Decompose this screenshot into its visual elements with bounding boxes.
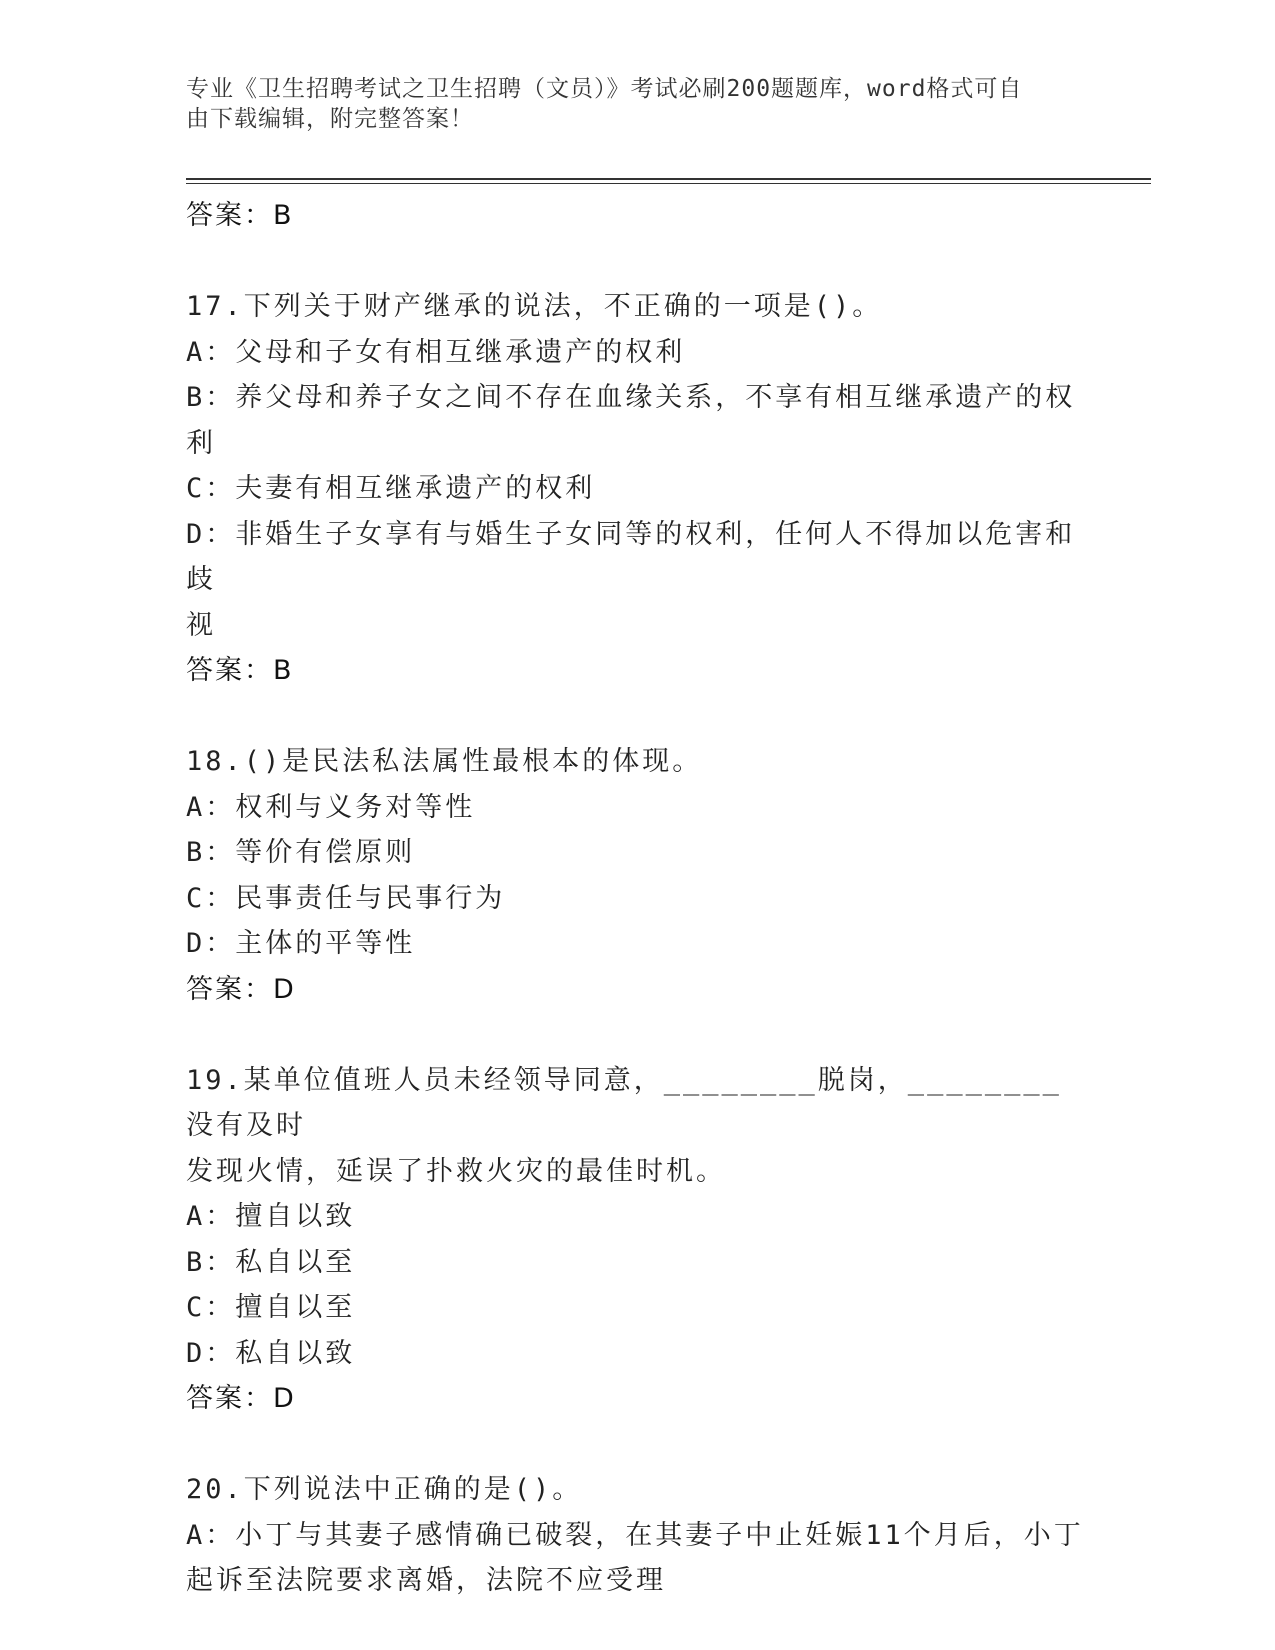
spacer xyxy=(186,239,1086,285)
header-line-2: 由下载编辑，附完整答案！ xyxy=(186,106,474,132)
question-18-option-c: C：民事责任与民事行为 xyxy=(186,882,506,914)
question-17-option-b: B：养父母和养子女之间不存在血缘关系，不享有相互继承遗产的权利 xyxy=(186,382,1076,459)
question-content xyxy=(186,193,1086,1604)
question-18-answer: 答案：D xyxy=(186,973,296,1005)
question-17-option-c: C：夫妻有相互继承遗产的权利 xyxy=(186,473,596,504)
spacer xyxy=(186,1012,1086,1058)
question-18-option-b: B：等价有偿原则 xyxy=(186,837,416,868)
spacer xyxy=(186,694,1086,740)
question-17-option-d-cont: 视 xyxy=(186,609,216,641)
question-17-stem: 17.下列关于财产继承的说法，不正确的一项是()。 xyxy=(186,291,883,322)
question-18-option-d: D：主体的平等性 xyxy=(186,928,416,959)
header-line-1: 专业《卫生招聘考试之卫生招聘（文员）》考试必刷200题题库，word格式可自 xyxy=(186,76,1023,102)
question-18-stem: 18.()是民法私法属性最根本的体现。 xyxy=(186,746,703,777)
answer-line: 答案：B xyxy=(186,200,294,231)
question-20-option-a-cont: 起诉至法院要求离婚，法院不应受理 xyxy=(186,1565,666,1596)
header-divider-thick xyxy=(186,178,1151,180)
question-19-stem: 19.某单位值班人员未经领导同意，________脱岗，________没有及时 xyxy=(186,1064,1062,1141)
question-19-answer: 答案：D xyxy=(186,1383,296,1414)
question-17-option-a: A：父母和子女有相互继承遗产的权利 xyxy=(186,336,686,368)
question-17-answer: 答案：B xyxy=(186,655,294,686)
spacer xyxy=(186,1422,1086,1468)
document-header xyxy=(186,74,1066,134)
question-19-option-a: A：擅自以致 xyxy=(186,1201,356,1232)
question-18-option-a: A：权利与义务对等性 xyxy=(186,791,476,823)
header-divider-thin xyxy=(186,183,1151,184)
question-17-option-d: D：非婚生子女享有与婚生子女同等的权利，任何人不得加以危害和歧 xyxy=(186,518,1076,595)
question-19-option-c: C：擅自以至 xyxy=(186,1292,356,1323)
question-19-option-d: D：私自以致 xyxy=(186,1337,356,1369)
question-19-stem-cont: 发现火情，延误了扑救火灾的最佳时机。 xyxy=(186,1155,726,1187)
question-20-option-a: A：小丁与其妻子感情确已破裂，在其妻子中止妊娠11个月后，小丁 xyxy=(186,1519,1084,1551)
question-19-option-b: B：私自以至 xyxy=(186,1246,356,1278)
question-20-stem: 20.下列说法中正确的是()。 xyxy=(186,1474,583,1505)
